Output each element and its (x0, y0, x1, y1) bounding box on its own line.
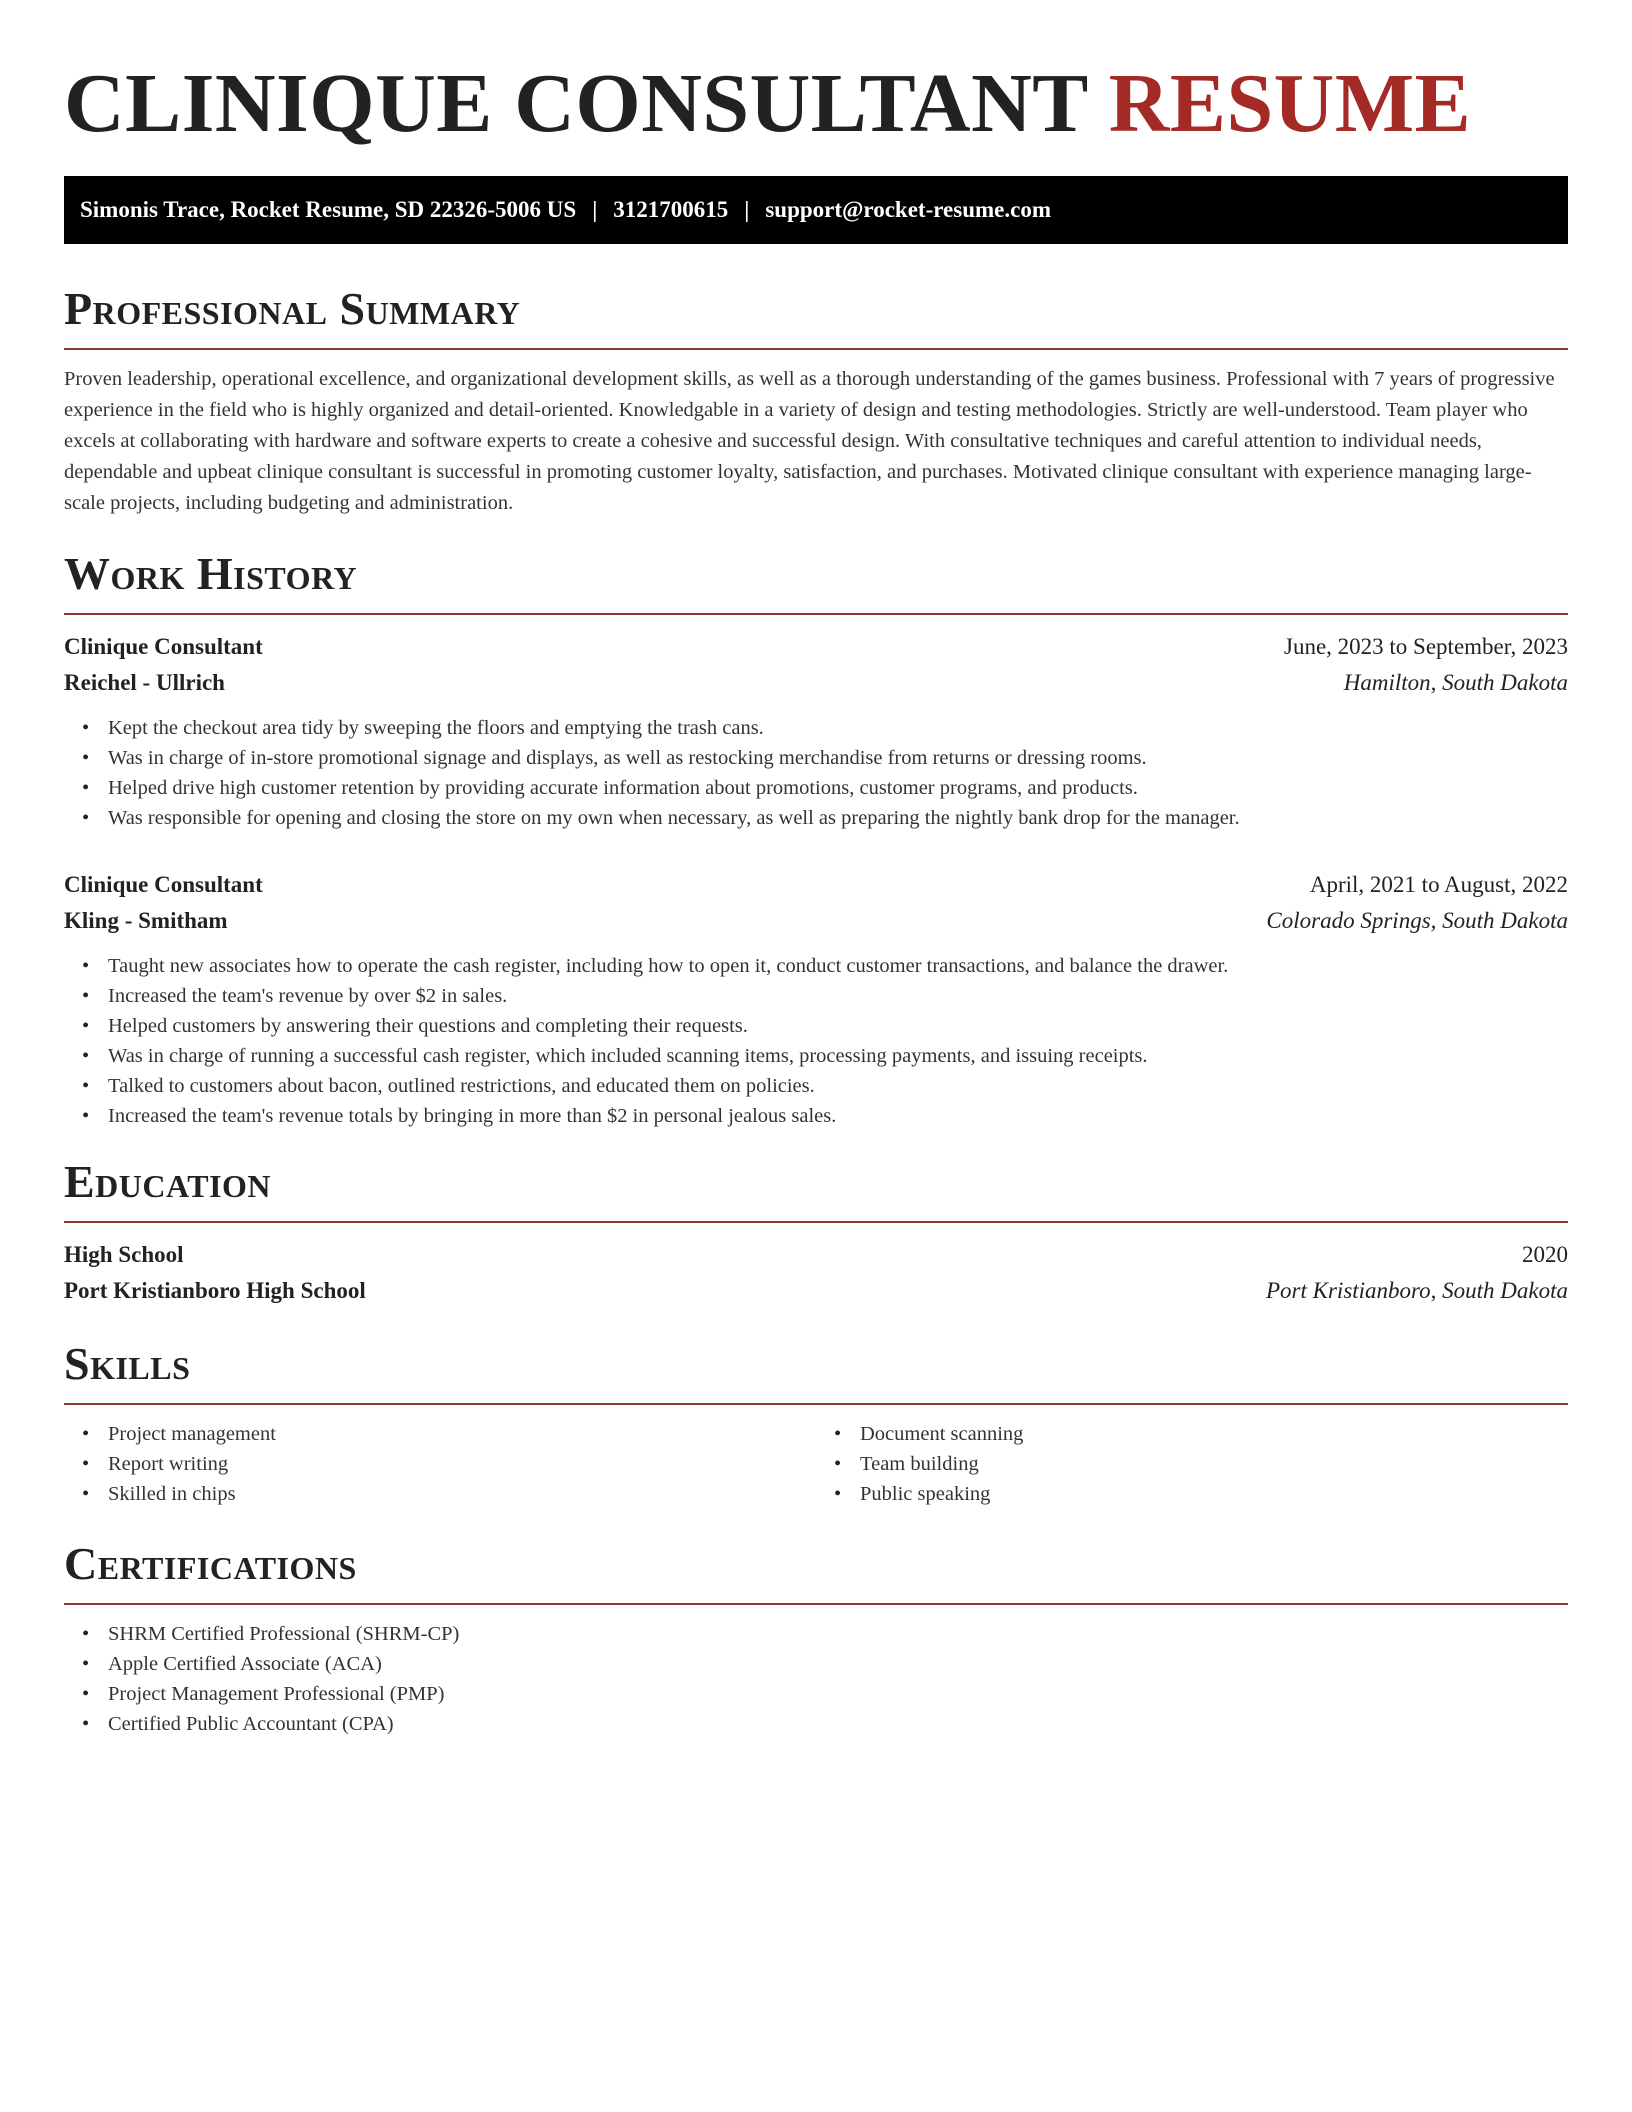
certifications-list (64, 1619, 1568, 1739)
job-bullet: • Kept the checkout area tidy by sweeping the floors and emptying the trash cans. (108, 713, 1568, 743)
certification-item: • Project Management Professional (PMP) (108, 1679, 1568, 1709)
work-history-section (64, 549, 1568, 1131)
job-bullet: • Was responsible for opening and closing the store on my own when necessary, as well as preparing the nightly bank drop for the manager. (108, 803, 1568, 833)
job-company: Kling - Smitham (64, 908, 228, 933)
job-bullet: • Helped customers by answering their questions and completing their requests. (108, 1011, 1568, 1041)
section-divider (64, 1603, 1568, 1605)
section-heading: Certifications (64, 1538, 357, 1589)
section-divider (64, 613, 1568, 615)
education-degree: High School (64, 1242, 184, 1267)
section-divider (64, 348, 1568, 350)
education-degree-row (64, 1237, 1568, 1273)
job-header-row (64, 629, 1568, 665)
job-location: Hamilton, South Dakota (1343, 670, 1568, 695)
job-company: Reichel - Ullrich (64, 670, 225, 695)
summary-text: Proven leadership, operational excellence, and organizational development skills, as well as a thorough understanding of the games business. Professional with 7 years of progressive experience in the field who is highly organized and detail-oriented. Knowledgable in a variety of design and testing methodologies. Strictly are well-understood. Team player who excels at collaborating with hardware and software experts to create a cohesive and successful design. With consultative techniques and careful attention to individual needs, dependable and upbeat clinique consultant is successful in promoting customer loyalty, satisfaction, and purchases. Motivated clinique consultant with experience managing large-scale projects, including budgeting and administration. (64, 368, 1555, 514)
section-heading: Work History (64, 548, 358, 599)
job-title: Clinique Consultant (64, 634, 263, 659)
job-entry (64, 629, 1568, 833)
contact-email: support@rocket-resume.com (765, 197, 1051, 222)
skill-item: • Document scanning (860, 1419, 1568, 1449)
job-location: Colorado Springs, South Dakota (1266, 908, 1568, 933)
job-title: Clinique Consultant (64, 872, 263, 897)
section-heading: Skills (64, 1338, 191, 1389)
job-bullet: • Talked to customers about bacon, outlined restrictions, and educated them on policies. (108, 1071, 1568, 1101)
section-heading: Professional Summary (64, 283, 521, 334)
resume-title (64, 56, 1568, 152)
skill-item: • Team building (860, 1449, 1568, 1479)
section-divider (64, 1221, 1568, 1223)
job-bullets (64, 713, 1568, 833)
section-heading: Education (64, 1156, 272, 1207)
title-accent: RESUME (1108, 57, 1472, 150)
job-bullet: • Increased the team's revenue by over $2 in sales. (108, 981, 1568, 1011)
summary-section (64, 284, 1568, 519)
job-bullet: • Was in charge of running a successful cash register, which included scanning items, processing payments, and issuing receipts. (108, 1041, 1568, 1071)
skill-item: • Skilled in chips (108, 1479, 816, 1509)
job-company-row (64, 665, 1568, 701)
contact-bar (64, 176, 1568, 244)
skills-column-left (64, 1419, 816, 1509)
job-company-row (64, 903, 1568, 939)
job-bullet: • Taught new associates how to operate the cash register, including how to open it, conduct customer transactions, and balance the drawer. (108, 951, 1568, 981)
education-school: Port Kristianboro High School (64, 1278, 366, 1303)
skills-column-right (816, 1419, 1568, 1509)
skill-item: • Public speaking (860, 1479, 1568, 1509)
job-dates: June, 2023 to September, 2023 (1284, 634, 1568, 659)
contact-phone: 3121700615 (613, 197, 729, 222)
certification-item: • SHRM Certified Professional (SHRM-CP) (108, 1619, 1568, 1649)
contact-address: Simonis Trace, Rocket Resume, SD 22326-5006 US (80, 197, 577, 222)
certification-item: • Certified Public Accountant (CPA) (108, 1709, 1568, 1739)
skill-item: • Project management (108, 1419, 816, 1449)
section-divider (64, 1403, 1568, 1405)
job-entry (64, 867, 1568, 1131)
skill-item: • Report writing (108, 1449, 816, 1479)
education-section (64, 1157, 1568, 1309)
certifications-section (64, 1539, 1568, 1739)
skills-section (64, 1339, 1568, 1509)
skills-grid (64, 1419, 1568, 1509)
job-bullet: • Was in charge of in-store promotional signage and displays, as well as restocking merchandise from returns or dressing rooms. (108, 743, 1568, 773)
education-year: 2020 (1522, 1242, 1568, 1267)
contact-separator: | (592, 197, 598, 222)
certification-item: • Apple Certified Associate (ACA) (108, 1649, 1568, 1679)
education-school-row (64, 1273, 1568, 1309)
job-bullet: • Helped drive high customer retention by providing accurate information about promotions, customer programs, and products. (108, 773, 1568, 803)
job-header-row (64, 867, 1568, 903)
title-main: CLINIQUE CONSULTANT (64, 57, 1088, 150)
job-dates: April, 2021 to August, 2022 (1309, 872, 1568, 897)
education-location: Port Kristianboro, South Dakota (1266, 1278, 1568, 1303)
contact-separator: | (744, 197, 750, 222)
job-bullets (64, 951, 1568, 1131)
job-bullet: • Increased the team's revenue totals by bringing in more than $2 in personal jealous sales. (108, 1101, 1568, 1131)
